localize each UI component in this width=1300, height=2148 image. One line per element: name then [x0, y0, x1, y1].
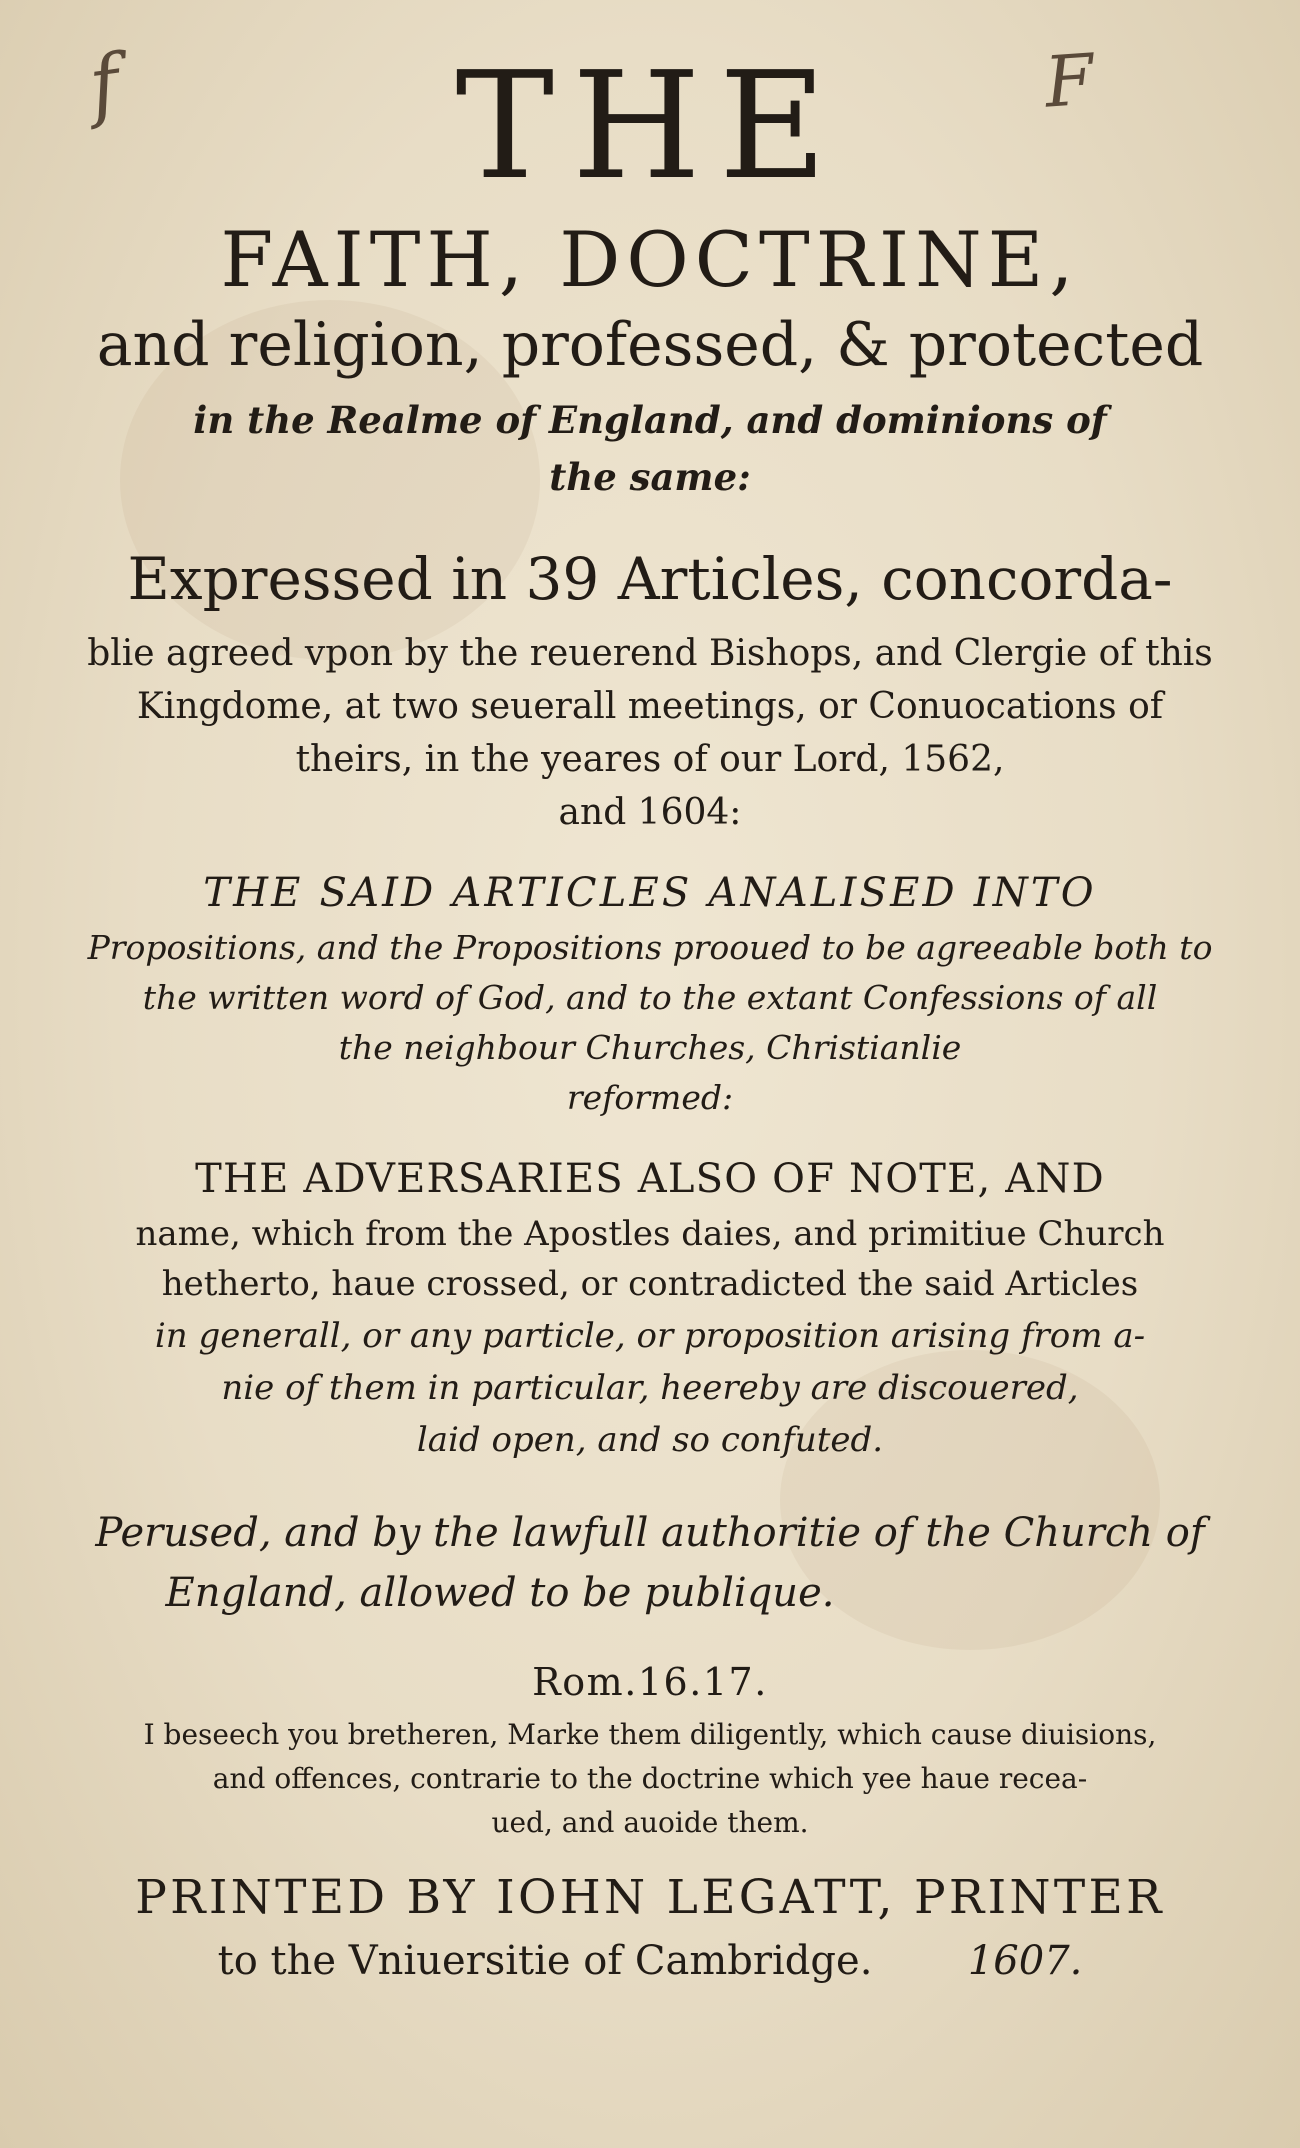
main-title: THE	[455, 40, 845, 212]
manuscript-mark-left: f	[83, 38, 125, 132]
expressed-line: Expressed in 39 Articles, concorda-	[127, 545, 1173, 613]
subtitle-line: in the Realme of England, and dominions of	[193, 398, 1107, 442]
imprint-year: 1607.	[967, 1938, 1083, 1984]
manuscript-mark-right: F	[1042, 38, 1097, 124]
said-articles-line: the written word of God, and to the extant Confessions of all	[142, 978, 1158, 1017]
adversaries-line: name, which from the Apostles daies, and primitiue Church	[135, 1214, 1165, 1254]
adversaries-line: in generall, or any particle, or proposition arising from a-	[154, 1316, 1146, 1356]
imprint-line	[0, 1938, 1300, 1984]
perused-line: England, allowed to be publique.	[165, 1570, 835, 1616]
adversaries-line: laid open, and so confuted.	[416, 1420, 884, 1460]
said-articles-line: reformed:	[566, 1078, 734, 1117]
said-articles-line: Propositions, and the Propositions prooued to be agreeable both to	[87, 928, 1213, 967]
scripture-line: I beseech you bretheren, Marke them diligently, which cause diuisions,	[143, 1718, 1157, 1751]
adversaries-line: nie of them in particular, heereby are discouered,	[221, 1368, 1079, 1408]
adversaries-line: hetherto, haue crossed, or contradicted the said Articles	[161, 1264, 1139, 1304]
scripture-line: ued, and auoide them.	[491, 1806, 809, 1839]
said-articles-line: the neighbour Churches, Christianlie	[338, 1028, 962, 1067]
said-articles-line: THE SAID ARTICLES ANALISED INTO	[203, 870, 1097, 916]
scripture-reference: Rom.16.17.	[532, 1660, 768, 1704]
expressed-line: blie agreed vpon by the reuerend Bishops, and Clergie of this	[87, 633, 1213, 674]
perused-line: Perused, and by the lawfull authoritie of the Church of	[95, 1510, 1205, 1556]
scripture-line: and offences, contrarie to the doctrine which yee haue recea-	[212, 1762, 1088, 1795]
subtitle-line: and religion, professed, & protected	[96, 310, 1204, 380]
subtitle-line: the same:	[549, 455, 751, 499]
expressed-line: theirs, in the yeares of our Lord, 1562,	[295, 739, 1005, 780]
adversaries-line: THE ADVERSARIES ALSO OF NOTE, AND	[195, 1156, 1105, 1202]
subtitle-line: FAITH, DOCTRINE,	[220, 215, 1080, 304]
expressed-line: Kingdome, at two seuerall meetings, or Conuocations of	[136, 686, 1164, 727]
expressed-line: and 1604:	[558, 792, 742, 833]
imprint-line: PRINTED BY IOHN LEGATT, PRINTER	[135, 1870, 1165, 1925]
imprint-place: to the Vniuersitie of Cambridge.	[217, 1938, 873, 1984]
